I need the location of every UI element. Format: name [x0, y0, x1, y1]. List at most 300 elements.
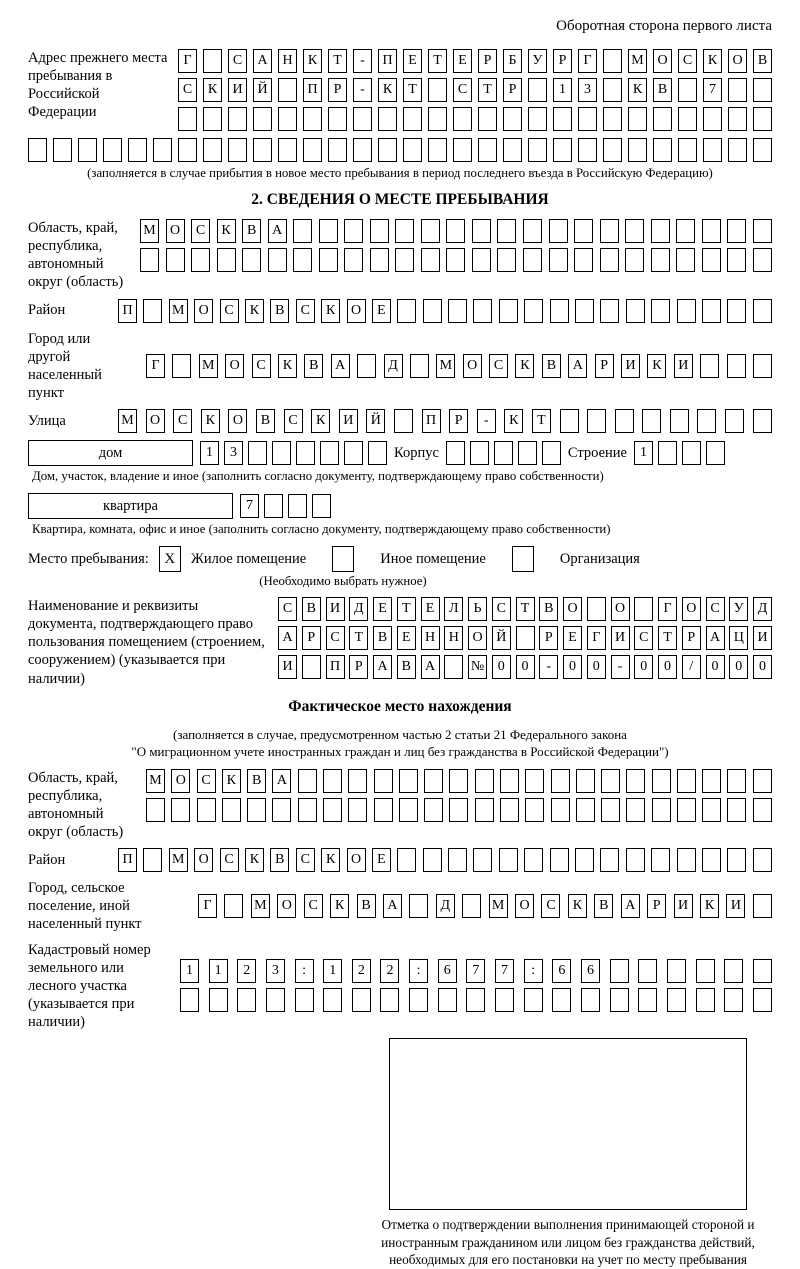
char-cell[interactable]: В	[242, 219, 261, 243]
char-cell[interactable]: Т	[532, 409, 551, 433]
char-cell[interactable]	[753, 219, 772, 243]
char-cell[interactable]	[248, 441, 267, 465]
char-cell[interactable]: Е	[372, 848, 391, 872]
char-cell[interactable]: М	[436, 354, 455, 378]
char-cell[interactable]	[462, 894, 481, 918]
char-cell[interactable]: 7	[240, 494, 259, 518]
char-cell[interactable]	[319, 219, 338, 243]
char-cell[interactable]	[524, 988, 543, 1012]
char-cell[interactable]	[678, 107, 697, 131]
char-cell[interactable]	[380, 988, 399, 1012]
char-cell[interactable]	[500, 798, 519, 822]
char-cell[interactable]: 1	[180, 959, 199, 983]
char-cell[interactable]: Г	[146, 354, 165, 378]
checkbox-organization[interactable]	[512, 546, 534, 572]
char-cell[interactable]: В	[373, 626, 392, 650]
char-cell[interactable]	[237, 988, 256, 1012]
char-cell[interactable]: Т	[403, 78, 422, 102]
char-cell[interactable]	[553, 138, 572, 162]
char-cell[interactable]: Е	[421, 597, 440, 621]
char-cell[interactable]: И	[326, 597, 345, 621]
char-cell[interactable]	[727, 299, 746, 323]
char-cell[interactable]: -	[611, 655, 630, 679]
char-cell[interactable]: И	[726, 894, 745, 918]
char-cell[interactable]: Л	[444, 597, 463, 621]
char-cell[interactable]: К	[321, 848, 340, 872]
char-cell[interactable]: Ь	[468, 597, 487, 621]
char-cell[interactable]	[397, 299, 416, 323]
char-cell[interactable]: С	[706, 597, 725, 621]
char-cell[interactable]	[494, 441, 513, 465]
char-cell[interactable]: 1	[323, 959, 342, 983]
char-cell[interactable]	[28, 138, 47, 162]
char-cell[interactable]	[667, 988, 686, 1012]
char-cell[interactable]: С	[191, 219, 210, 243]
char-cell[interactable]	[473, 299, 492, 323]
char-cell[interactable]	[728, 107, 747, 131]
char-cell[interactable]	[446, 248, 465, 272]
char-cell[interactable]	[428, 138, 447, 162]
char-cell[interactable]	[578, 138, 597, 162]
char-cell[interactable]: А	[568, 354, 587, 378]
char-cell[interactable]: О	[653, 49, 672, 73]
char-cell[interactable]	[353, 107, 372, 131]
char-cell[interactable]	[551, 769, 570, 793]
char-cell[interactable]	[753, 78, 772, 102]
char-cell[interactable]	[312, 494, 331, 518]
char-cell[interactable]: Г	[658, 597, 677, 621]
char-cell[interactable]: В	[653, 78, 672, 102]
char-cell[interactable]	[319, 248, 338, 272]
char-cell[interactable]	[403, 107, 422, 131]
char-cell[interactable]	[702, 848, 721, 872]
char-cell[interactable]: К	[700, 894, 719, 918]
char-cell[interactable]	[658, 441, 677, 465]
char-cell[interactable]: Н	[278, 49, 297, 73]
char-cell[interactable]	[278, 78, 297, 102]
char-cell[interactable]: С	[228, 49, 247, 73]
char-cell[interactable]	[651, 848, 670, 872]
char-cell[interactable]: Е	[373, 597, 392, 621]
char-cell[interactable]: К	[203, 78, 222, 102]
char-cell[interactable]: 2	[352, 959, 371, 983]
char-cell[interactable]	[403, 138, 422, 162]
char-cell[interactable]	[727, 798, 746, 822]
char-cell[interactable]: А	[253, 49, 272, 73]
char-cell[interactable]: Т	[328, 49, 347, 73]
char-cell[interactable]: С	[489, 354, 508, 378]
char-cell[interactable]	[209, 988, 228, 1012]
char-cell[interactable]	[399, 769, 418, 793]
char-cell[interactable]: К	[647, 354, 666, 378]
char-cell[interactable]	[682, 441, 701, 465]
char-cell[interactable]: К	[311, 409, 330, 433]
char-cell[interactable]	[518, 441, 537, 465]
char-cell[interactable]: 0	[587, 655, 606, 679]
char-cell[interactable]	[587, 597, 606, 621]
char-cell[interactable]	[203, 49, 222, 73]
char-cell[interactable]: В	[542, 354, 561, 378]
char-cell[interactable]	[203, 107, 222, 131]
char-cell[interactable]	[677, 798, 696, 822]
char-cell[interactable]	[266, 988, 285, 1012]
char-cell[interactable]	[423, 299, 442, 323]
char-cell[interactable]	[628, 138, 647, 162]
char-cell[interactable]	[303, 107, 322, 131]
char-cell[interactable]	[478, 107, 497, 131]
char-cell[interactable]	[296, 441, 315, 465]
char-cell[interactable]	[446, 441, 465, 465]
char-cell[interactable]	[395, 219, 414, 243]
char-cell[interactable]	[727, 248, 746, 272]
char-cell[interactable]: В	[539, 597, 558, 621]
char-cell[interactable]: В	[270, 299, 289, 323]
char-cell[interactable]	[578, 107, 597, 131]
char-cell[interactable]: 2	[237, 959, 256, 983]
char-cell[interactable]	[424, 769, 443, 793]
char-cell[interactable]: К	[217, 219, 236, 243]
char-cell[interactable]: О	[347, 299, 366, 323]
char-cell[interactable]	[368, 441, 387, 465]
char-cell[interactable]	[374, 798, 393, 822]
char-cell[interactable]	[528, 107, 547, 131]
char-cell[interactable]	[651, 219, 670, 243]
char-cell[interactable]	[601, 798, 620, 822]
char-cell[interactable]	[503, 138, 522, 162]
char-cell[interactable]	[553, 107, 572, 131]
char-cell[interactable]: О	[277, 894, 296, 918]
char-cell[interactable]: В	[397, 655, 416, 679]
char-cell[interactable]	[651, 248, 670, 272]
char-cell[interactable]: М	[169, 299, 188, 323]
char-cell[interactable]	[653, 138, 672, 162]
char-cell[interactable]: :	[295, 959, 314, 983]
char-cell[interactable]	[448, 299, 467, 323]
char-cell[interactable]	[628, 107, 647, 131]
char-cell[interactable]	[423, 848, 442, 872]
char-cell[interactable]: Е	[397, 626, 416, 650]
char-cell[interactable]: В	[357, 894, 376, 918]
char-cell[interactable]	[552, 988, 571, 1012]
char-cell[interactable]: Г	[178, 49, 197, 73]
char-cell[interactable]: О	[166, 219, 185, 243]
char-cell[interactable]	[421, 248, 440, 272]
char-cell[interactable]: Д	[349, 597, 368, 621]
char-cell[interactable]: /	[682, 655, 701, 679]
char-cell[interactable]	[446, 219, 465, 243]
char-cell[interactable]: О	[515, 894, 534, 918]
char-cell[interactable]	[444, 655, 463, 679]
char-cell[interactable]	[278, 138, 297, 162]
char-cell[interactable]: 1	[200, 441, 219, 465]
char-cell[interactable]	[242, 248, 261, 272]
char-cell[interactable]: С	[173, 409, 192, 433]
char-cell[interactable]: С	[278, 597, 297, 621]
char-cell[interactable]	[399, 798, 418, 822]
char-cell[interactable]	[288, 494, 307, 518]
char-cell[interactable]: Д	[753, 597, 772, 621]
char-cell[interactable]: М	[146, 769, 165, 793]
char-cell[interactable]: С	[453, 78, 472, 102]
char-cell[interactable]	[171, 798, 190, 822]
char-cell[interactable]	[638, 988, 657, 1012]
char-cell[interactable]	[370, 248, 389, 272]
char-cell[interactable]	[449, 769, 468, 793]
char-cell[interactable]	[428, 107, 447, 131]
char-cell[interactable]	[610, 988, 629, 1012]
char-cell[interactable]	[323, 988, 342, 1012]
char-cell[interactable]: П	[303, 78, 322, 102]
char-cell[interactable]: О	[347, 848, 366, 872]
char-cell[interactable]: 7	[703, 78, 722, 102]
char-cell[interactable]: :	[524, 959, 543, 983]
char-cell[interactable]: М	[169, 848, 188, 872]
char-cell[interactable]	[370, 219, 389, 243]
char-cell[interactable]: М	[251, 894, 270, 918]
char-cell[interactable]	[303, 138, 322, 162]
char-cell[interactable]: Й	[492, 626, 511, 650]
char-cell[interactable]: П	[422, 409, 441, 433]
char-cell[interactable]	[753, 107, 772, 131]
char-cell[interactable]: Й	[366, 409, 385, 433]
char-cell[interactable]: 1	[634, 441, 653, 465]
char-cell[interactable]	[549, 219, 568, 243]
char-cell[interactable]: 3	[266, 959, 285, 983]
char-cell[interactable]: Т	[478, 78, 497, 102]
char-cell[interactable]	[574, 248, 593, 272]
char-cell[interactable]: №	[468, 655, 487, 679]
char-cell[interactable]: О	[228, 409, 247, 433]
char-cell[interactable]	[615, 409, 634, 433]
char-cell[interactable]	[700, 354, 719, 378]
char-cell[interactable]	[466, 988, 485, 1012]
char-cell[interactable]: Р	[595, 354, 614, 378]
char-cell[interactable]	[395, 248, 414, 272]
char-cell[interactable]	[724, 988, 743, 1012]
char-cell[interactable]	[550, 299, 569, 323]
char-cell[interactable]	[278, 107, 297, 131]
char-cell[interactable]	[323, 798, 342, 822]
char-cell[interactable]	[702, 248, 721, 272]
char-cell[interactable]: -	[477, 409, 496, 433]
char-cell[interactable]	[394, 409, 413, 433]
char-cell[interactable]	[374, 769, 393, 793]
char-cell[interactable]: С	[634, 626, 653, 650]
char-cell[interactable]	[499, 848, 518, 872]
char-cell[interactable]: О	[728, 49, 747, 73]
char-cell[interactable]	[676, 248, 695, 272]
char-cell[interactable]	[523, 248, 542, 272]
char-cell[interactable]: А	[272, 769, 291, 793]
char-cell[interactable]	[475, 769, 494, 793]
char-cell[interactable]	[472, 219, 491, 243]
char-cell[interactable]	[470, 441, 489, 465]
char-cell[interactable]: С	[252, 354, 271, 378]
char-cell[interactable]	[253, 138, 272, 162]
char-cell[interactable]: С	[678, 49, 697, 73]
char-cell[interactable]: К	[201, 409, 220, 433]
char-cell[interactable]	[295, 988, 314, 1012]
char-cell[interactable]: Г	[198, 894, 217, 918]
char-cell[interactable]: А	[331, 354, 350, 378]
char-cell[interactable]: И	[674, 354, 693, 378]
char-cell[interactable]	[753, 138, 772, 162]
char-cell[interactable]	[625, 248, 644, 272]
char-cell[interactable]: П	[118, 848, 137, 872]
char-cell[interactable]	[473, 848, 492, 872]
char-cell[interactable]	[642, 409, 661, 433]
char-cell[interactable]	[728, 138, 747, 162]
char-cell[interactable]	[600, 299, 619, 323]
char-cell[interactable]: О	[463, 354, 482, 378]
char-cell[interactable]: Д	[384, 354, 403, 378]
char-cell[interactable]: О	[194, 848, 213, 872]
char-cell[interactable]: К	[303, 49, 322, 73]
char-cell[interactable]	[178, 138, 197, 162]
char-cell[interactable]	[146, 798, 165, 822]
char-cell[interactable]	[410, 354, 429, 378]
char-cell[interactable]	[525, 769, 544, 793]
char-cell[interactable]	[524, 299, 543, 323]
char-cell[interactable]	[328, 107, 347, 131]
char-cell[interactable]	[550, 848, 569, 872]
char-cell[interactable]	[344, 441, 363, 465]
char-cell[interactable]: Б	[503, 49, 522, 73]
char-cell[interactable]	[667, 959, 686, 983]
char-cell[interactable]: К	[703, 49, 722, 73]
char-cell[interactable]	[497, 219, 516, 243]
char-cell[interactable]: С	[326, 626, 345, 650]
char-cell[interactable]	[500, 769, 519, 793]
char-cell[interactable]	[638, 959, 657, 983]
char-cell[interactable]	[428, 78, 447, 102]
char-cell[interactable]	[497, 248, 516, 272]
char-cell[interactable]: С	[178, 78, 197, 102]
char-cell[interactable]	[576, 769, 595, 793]
char-cell[interactable]	[601, 769, 620, 793]
char-cell[interactable]: И	[278, 655, 297, 679]
char-cell[interactable]	[724, 959, 743, 983]
char-cell[interactable]: И	[674, 894, 693, 918]
char-cell[interactable]: :	[409, 959, 428, 983]
char-cell[interactable]	[344, 219, 363, 243]
char-cell[interactable]: 0	[658, 655, 677, 679]
char-cell[interactable]: П	[326, 655, 345, 679]
char-cell[interactable]: Р	[478, 49, 497, 73]
char-cell[interactable]: 0	[516, 655, 535, 679]
char-cell[interactable]: У	[729, 597, 748, 621]
char-cell[interactable]	[670, 409, 689, 433]
char-cell[interactable]	[753, 769, 772, 793]
char-cell[interactable]: К	[245, 299, 264, 323]
char-cell[interactable]	[143, 299, 162, 323]
char-cell[interactable]	[178, 107, 197, 131]
char-cell[interactable]: И	[339, 409, 358, 433]
char-cell[interactable]	[677, 848, 696, 872]
char-cell[interactable]: И	[228, 78, 247, 102]
char-cell[interactable]: Ц	[729, 626, 748, 650]
char-cell[interactable]	[696, 988, 715, 1012]
char-cell[interactable]	[626, 798, 645, 822]
char-cell[interactable]: С	[220, 848, 239, 872]
char-cell[interactable]: А	[383, 894, 402, 918]
char-cell[interactable]: Т	[397, 597, 416, 621]
char-cell[interactable]	[302, 655, 321, 679]
char-cell[interactable]	[753, 848, 772, 872]
char-cell[interactable]	[128, 138, 147, 162]
char-cell[interactable]	[523, 219, 542, 243]
char-cell[interactable]	[453, 107, 472, 131]
char-cell[interactable]	[424, 798, 443, 822]
char-cell[interactable]	[549, 248, 568, 272]
char-cell[interactable]: Е	[453, 49, 472, 73]
char-cell[interactable]	[727, 848, 746, 872]
char-cell[interactable]: У	[528, 49, 547, 73]
char-cell[interactable]	[475, 798, 494, 822]
char-cell[interactable]	[603, 107, 622, 131]
char-cell[interactable]	[438, 988, 457, 1012]
char-cell[interactable]: Р	[553, 49, 572, 73]
char-cell[interactable]	[603, 138, 622, 162]
char-cell[interactable]	[651, 299, 670, 323]
char-cell[interactable]: О	[171, 769, 190, 793]
char-cell[interactable]: Т	[658, 626, 677, 650]
char-cell[interactable]	[503, 107, 522, 131]
char-cell[interactable]: С	[284, 409, 303, 433]
char-cell[interactable]: Р	[449, 409, 468, 433]
char-cell[interactable]	[702, 219, 721, 243]
char-cell[interactable]: А	[278, 626, 297, 650]
char-cell[interactable]	[753, 354, 772, 378]
char-cell[interactable]	[703, 107, 722, 131]
char-cell[interactable]	[228, 107, 247, 131]
char-cell[interactable]: М	[628, 49, 647, 73]
char-cell[interactable]: О	[146, 409, 165, 433]
char-cell[interactable]: П	[118, 299, 137, 323]
char-cell[interactable]	[728, 78, 747, 102]
char-cell[interactable]	[600, 848, 619, 872]
char-cell[interactable]	[140, 248, 159, 272]
char-cell[interactable]	[264, 494, 283, 518]
char-cell[interactable]	[448, 848, 467, 872]
char-cell[interactable]: 7	[466, 959, 485, 983]
char-cell[interactable]: П	[378, 49, 397, 73]
char-cell[interactable]: О	[682, 597, 701, 621]
char-cell[interactable]	[253, 107, 272, 131]
char-cell[interactable]: -	[353, 49, 372, 73]
char-cell[interactable]: В	[594, 894, 613, 918]
char-cell[interactable]	[153, 138, 172, 162]
char-cell[interactable]: 1	[553, 78, 572, 102]
char-cell[interactable]	[143, 848, 162, 872]
char-cell[interactable]: 0	[729, 655, 748, 679]
char-cell[interactable]	[634, 597, 653, 621]
char-cell[interactable]	[575, 299, 594, 323]
char-cell[interactable]: С	[304, 894, 323, 918]
char-cell[interactable]	[421, 219, 440, 243]
char-cell[interactable]: О	[194, 299, 213, 323]
char-cell[interactable]	[753, 248, 772, 272]
char-cell[interactable]: -	[539, 655, 558, 679]
char-cell[interactable]: Р	[682, 626, 701, 650]
char-cell[interactable]	[677, 299, 696, 323]
char-cell[interactable]	[224, 894, 243, 918]
char-cell[interactable]	[677, 769, 696, 793]
char-cell[interactable]	[528, 78, 547, 102]
char-cell[interactable]: 1	[209, 959, 228, 983]
char-cell[interactable]	[603, 49, 622, 73]
char-cell[interactable]: Д	[436, 894, 455, 918]
